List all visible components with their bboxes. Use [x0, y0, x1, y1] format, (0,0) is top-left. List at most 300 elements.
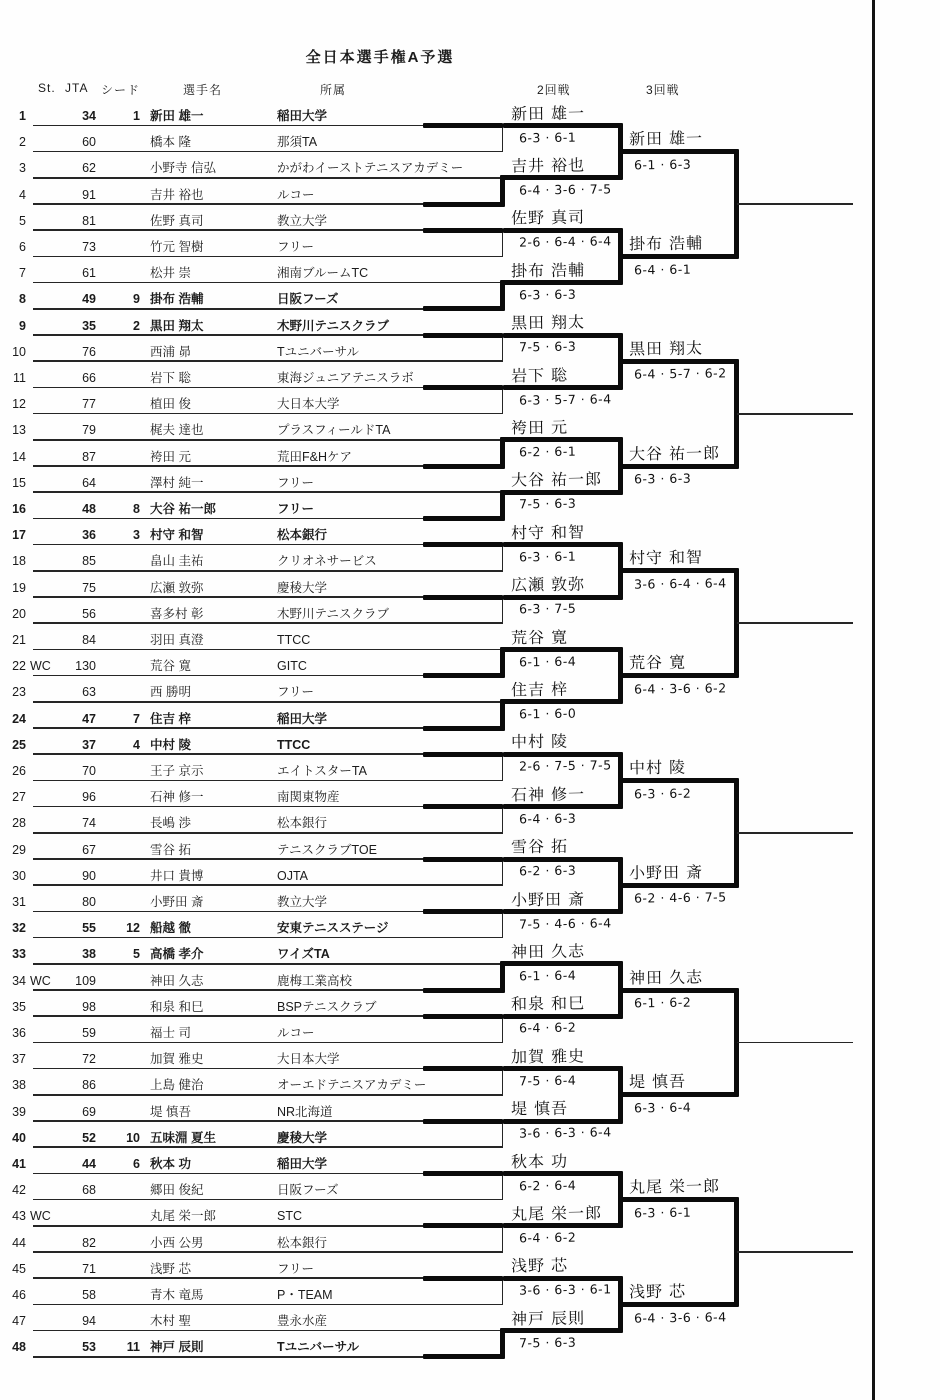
winner-path-segment	[620, 359, 737, 364]
jta-ranking: 87	[82, 449, 96, 464]
jta-ranking: 98	[82, 999, 96, 1014]
jta-ranking: 59	[82, 1026, 96, 1040]
r1-match-score: 7-5 · 6-3	[518, 495, 577, 512]
jta-ranking: 48	[82, 502, 96, 516]
player-name: 高橋 孝介	[150, 947, 204, 962]
jta-ranking: 44	[82, 1157, 96, 1171]
r1-match-connector	[502, 545, 504, 571]
player-affiliation: NR北海道	[277, 1104, 333, 1119]
player-affiliation: オーエドテニスアカデミー	[277, 1078, 427, 1093]
jta-ranking: 94	[82, 1314, 96, 1329]
player-row-number: 17	[12, 528, 26, 543]
player-affiliation: 慶稜大学	[277, 1130, 328, 1145]
r1-match-connector	[502, 1069, 504, 1095]
winner-path-segment	[423, 385, 503, 390]
player-name: 荒谷 寛	[150, 659, 191, 674]
r2-winner-name: 新田 雄一	[628, 128, 704, 149]
r1-winner-name: 神戸 辰則	[510, 1308, 586, 1329]
winner-path-segment	[620, 1302, 737, 1307]
winner-path-segment	[423, 333, 503, 338]
winner-path-segment	[620, 568, 737, 573]
winner-path-segment	[423, 988, 503, 993]
jta-ranking: 61	[82, 266, 96, 281]
seed-number: 4	[133, 737, 140, 752]
player-affiliation: プラスフィールドTA	[277, 423, 391, 438]
r1-match-score: 6-2 · 6-1	[518, 443, 577, 460]
r1-match-connector	[502, 597, 504, 623]
jta-ranking: 64	[82, 475, 96, 490]
player-row-number: 24	[12, 711, 26, 726]
winner-path-segment	[620, 883, 737, 888]
player-affiliation: クリオネサービス	[277, 554, 377, 569]
winner-path-segment	[423, 1014, 503, 1019]
r1-match-connector	[502, 230, 504, 256]
r3-match-line	[737, 203, 853, 205]
player-row-number: 42	[12, 1183, 26, 1198]
jta-ranking: 58	[82, 1288, 96, 1302]
player-affiliation: 安東テニスステージ	[277, 921, 389, 936]
r1-match-score: 6-3 · 6-3	[518, 286, 577, 303]
jta-ranking: 55	[82, 921, 96, 936]
player-affiliation: P・TEAM	[277, 1288, 333, 1302]
r1-match-connector	[502, 1016, 504, 1042]
r2-match-score: 6-4 · 5-7 · 6-2	[633, 365, 727, 382]
r1-match-score: 6-1 · 6-0	[518, 705, 577, 722]
r1-winner-name: 大谷 祐一郎	[510, 469, 603, 490]
player-name: 大谷 祐一郎	[150, 502, 216, 516]
r2-winner-name: 中村 陵	[628, 757, 687, 778]
jta-ranking: 90	[82, 868, 96, 883]
r1-winner-name: 住吉 梓	[510, 679, 569, 700]
player-name: 松井 崇	[150, 266, 191, 281]
r1-match-score: 2-6 · 6-4 · 6-4	[518, 233, 612, 250]
player-affiliation: フリー	[277, 240, 315, 254]
r1-match-connector	[502, 754, 504, 780]
player-row-number: 28	[12, 816, 26, 831]
jta-ranking: 60	[82, 135, 96, 150]
row-underline	[33, 937, 503, 939]
player-row-number: 14	[12, 449, 26, 464]
jta-ranking: 56	[82, 606, 96, 621]
jta-ranking: 84	[82, 633, 96, 647]
player-affiliation: 松本銀行	[277, 528, 328, 543]
row-underline	[33, 360, 503, 362]
player-name: 佐野 真司	[150, 213, 204, 228]
winner-path-segment	[423, 726, 503, 731]
r1-winner-name: 神田 久志	[510, 941, 586, 962]
player-row-number: 38	[12, 1078, 26, 1093]
player-name: 青木 竜馬	[150, 1288, 204, 1302]
player-row-number: 23	[12, 685, 26, 700]
player-affiliation: フリー	[277, 685, 315, 700]
r1-match-score: 6-4 · 3-6 · 7-5	[518, 181, 612, 198]
seed-number: 12	[126, 921, 140, 936]
player-name: 澤村 純一	[150, 475, 204, 490]
player-row-number: 6	[19, 240, 26, 254]
player-affiliation: 荒田F&Hケア	[277, 449, 353, 464]
jta-ranking: 37	[82, 737, 96, 752]
jta-ranking: 36	[82, 528, 96, 543]
jta-ranking: 86	[82, 1078, 96, 1093]
player-name: 植田 俊	[150, 397, 191, 412]
jta-ranking	[60, 1208, 96, 1224]
player-name: 小野寺 信弘	[150, 161, 216, 176]
r2-winner-name: 大谷 祐一郎	[628, 442, 721, 464]
player-row-number: 8	[19, 292, 26, 307]
player-affiliation: 大日本大学	[277, 397, 340, 412]
player-row-number: 40	[12, 1130, 26, 1145]
player-row-number: 25	[12, 737, 26, 752]
row-underline	[33, 1199, 503, 1201]
winner-path-segment	[620, 1092, 737, 1097]
r1-match-score: 7-5 · 4-6 · 6-4	[518, 914, 612, 932]
player-name: 雪谷 拓	[150, 842, 191, 857]
player-affiliation: Tユニバーサル	[277, 1340, 360, 1355]
player-name: 小西 公男	[150, 1235, 204, 1250]
jta-ranking: 81	[82, 213, 96, 228]
player-row-number: 44	[12, 1235, 26, 1250]
r1-match-score: 6-3 · 6-1	[518, 129, 577, 145]
jta-ranking: 62	[82, 161, 96, 176]
wildcard-label: WC	[30, 1209, 51, 1224]
player-name: 畠山 圭祐	[150, 554, 204, 569]
r1-match-score: 6-2 · 6-3	[518, 862, 577, 879]
row-underline	[33, 1094, 503, 1096]
row-underline	[33, 413, 503, 415]
player-affiliation: 教立大学	[277, 213, 328, 228]
player-name: 村守 和智	[150, 528, 204, 543]
jta-ranking: 79	[82, 423, 96, 438]
jta-ranking: 34	[82, 109, 96, 123]
r1-match-connector	[502, 388, 504, 414]
player-affiliation: Tユニバーサル	[277, 344, 360, 359]
player-row-number: 34	[12, 973, 26, 988]
jta-ranking: 73	[82, 240, 96, 254]
winner-path-segment	[423, 1276, 503, 1281]
r2-winner-name: 掛布 浩輔	[628, 233, 704, 254]
r2-match-score: 6-4 · 3-6 · 6-4	[633, 1308, 727, 1326]
r2-winner-name: 黒田 翔太	[628, 338, 704, 359]
row-underline	[33, 963, 503, 965]
jta-ranking: 63	[82, 685, 96, 700]
player-affiliation: BSPテニスクラブ	[277, 999, 377, 1014]
winner-path-segment	[503, 857, 622, 862]
jta-ranking: 68	[82, 1183, 96, 1198]
player-row-number: 46	[12, 1288, 26, 1302]
player-row-number: 4	[19, 187, 26, 202]
player-row-number: 33	[12, 947, 26, 962]
r2-winner-name: 荒谷 寛	[628, 652, 687, 673]
player-affiliation: OJTA	[277, 868, 309, 883]
r1-winner-name: 雪谷 拓	[510, 836, 569, 857]
player-affiliation: ワイズTA	[277, 947, 330, 962]
player-name: 神戸 辰則	[150, 1340, 204, 1355]
player-row-number: 7	[19, 266, 26, 281]
player-row-number: 39	[12, 1104, 26, 1119]
player-name: 丸尾 栄一郎	[150, 1209, 216, 1224]
column-header-player: 選手名	[183, 83, 223, 97]
r2-match-score: 6-1 · 6-2	[633, 994, 692, 1011]
player-affiliation: 松本銀行	[277, 1235, 328, 1250]
r1-match-connector	[502, 912, 504, 938]
jta-ranking: 85	[82, 554, 96, 569]
player-affiliation: テニスクラブTOE	[277, 842, 377, 857]
player-row-number: 10	[12, 344, 26, 359]
r3-match-line	[737, 832, 853, 834]
row-underline	[33, 1146, 503, 1148]
r1-match-score: 2-6 · 7-5 · 7-5	[518, 757, 612, 774]
jta-ranking: 47	[82, 711, 96, 726]
r1-match-score: 3-6 · 6-3 · 6-1	[518, 1281, 612, 1298]
r1-match-connector	[502, 126, 504, 152]
player-row-number: 32	[12, 921, 26, 936]
r1-winner-name: 荒谷 寛	[510, 627, 569, 647]
player-name: 袴田 元	[150, 449, 191, 464]
winner-path-segment	[423, 804, 503, 809]
player-affiliation: 木野川テニスクラブ	[277, 606, 390, 621]
wildcard-label: WC	[30, 973, 51, 988]
r3-match-line	[737, 1042, 853, 1044]
player-row-number: 37	[12, 1052, 26, 1067]
player-row-number: 18	[12, 554, 26, 569]
winner-path-segment	[500, 175, 505, 206]
winner-path-segment	[620, 1197, 737, 1202]
player-name: 石神 修一	[150, 790, 204, 805]
r2-winner-name: 浅野 芯	[628, 1281, 687, 1302]
player-affiliation: フリー	[277, 502, 315, 516]
r1-match-connector	[502, 807, 504, 833]
r1-winner-name: 新田 雄一	[510, 102, 586, 124]
player-name: 王子 京示	[150, 764, 204, 778]
r1-winner-name: 黒田 翔太	[510, 312, 586, 333]
r3-match-line	[737, 413, 853, 415]
winner-path-segment	[503, 1119, 622, 1124]
player-name: 黒田 翔太	[150, 318, 204, 333]
seed-number: 3	[133, 528, 140, 543]
winner-path-segment	[423, 306, 503, 311]
r2-match-score: 3-6 · 6-4 · 6-4	[633, 575, 727, 592]
r1-match-connector	[502, 859, 504, 885]
player-affiliation: 鹿梅工業高校	[277, 973, 353, 988]
r1-match-score: 6-1 · 6-4	[518, 653, 577, 669]
player-row-number: 41	[12, 1157, 26, 1171]
player-name: 小野田 斎	[150, 895, 204, 909]
player-affiliation: ルコー	[277, 187, 315, 202]
winner-path-segment	[423, 673, 503, 678]
jta-ranking: 71	[82, 1261, 96, 1276]
player-affiliation: 慶稜大学	[277, 580, 328, 595]
row-underline	[33, 151, 503, 153]
winner-path-segment	[423, 202, 503, 207]
r1-match-connector	[502, 1278, 504, 1304]
jta-ranking: 49	[82, 292, 96, 307]
jta-ranking: 67	[82, 842, 96, 857]
seed-number: 2	[133, 318, 140, 333]
r1-winner-name: 中村 陵	[510, 731, 569, 752]
player-row-number: 9	[19, 318, 26, 333]
r2-match-score: 6-1 · 6-3	[633, 156, 692, 173]
seed-number: 11	[126, 1340, 140, 1355]
winner-path-segment	[500, 699, 505, 730]
player-row-number: 20	[12, 606, 26, 621]
r2-winner-name: 堤 慎吾	[628, 1071, 687, 1092]
r1-winner-name: 浅野 芯	[510, 1255, 569, 1276]
row-underline	[33, 1330, 503, 1332]
player-row-number: 22	[12, 659, 26, 674]
r1-winner-name: 広瀬 敦弥	[510, 574, 586, 595]
row-underline	[33, 282, 503, 284]
player-row-number: 30	[12, 868, 26, 883]
seed-number: 6	[133, 1157, 140, 1171]
player-row-number: 26	[12, 764, 26, 778]
player-affiliation: 湘南ブルームTC	[277, 266, 369, 281]
player-row-number: 31	[12, 895, 26, 909]
row-underline	[33, 884, 503, 886]
player-name: 郷田 俊紀	[150, 1183, 204, 1198]
player-affiliation: かがわイーストテニスアカデミー	[277, 161, 464, 176]
player-name: 吉井 裕也	[150, 187, 204, 202]
r2-match-score: 6-2 · 4-6 · 7-5	[633, 889, 727, 906]
player-affiliation: フリー	[277, 475, 315, 490]
player-row-number: 43	[12, 1209, 26, 1224]
row-underline	[33, 622, 503, 624]
column-header-round2: 2回戦	[537, 83, 571, 97]
player-name: 船越 徹	[150, 921, 191, 936]
player-affiliation: 那須TA	[277, 135, 318, 150]
row-underline	[33, 439, 503, 441]
r1-match-score: 6-3 · 6-1	[518, 548, 577, 565]
r1-winner-name: 村守 和智	[510, 522, 586, 543]
player-row-number: 16	[12, 502, 26, 516]
jta-ranking: 96	[82, 790, 96, 805]
seed-number: 1	[133, 109, 140, 123]
player-affiliation: 教立大学	[277, 895, 328, 909]
player-affiliation: GITC	[277, 659, 307, 674]
player-row-number: 5	[19, 213, 26, 228]
jta-ranking: 53	[82, 1340, 96, 1355]
player-name: 井口 貴博	[150, 868, 204, 883]
r1-match-score: 6-1 · 6-4	[518, 967, 577, 984]
player-name: 羽田 真澄	[150, 633, 204, 647]
player-name: 岩下 聡	[150, 371, 191, 385]
row-underline	[33, 649, 503, 651]
jta-ranking: 35	[82, 318, 96, 333]
column-header-jta: JTA	[65, 81, 89, 95]
player-affiliation: ルコー	[277, 1026, 315, 1040]
winner-path-segment	[620, 254, 737, 259]
winner-path-segment	[423, 857, 503, 862]
player-name: 和泉 和巳	[150, 999, 204, 1014]
r1-winner-name: 堤 慎吾	[510, 1098, 569, 1119]
player-name: 木村 聖	[150, 1314, 191, 1329]
r1-match-score: 6-4 · 6-2	[518, 1229, 577, 1246]
winner-path-segment	[423, 228, 503, 233]
player-name: 掛布 浩輔	[150, 292, 204, 307]
jta-ranking: 66	[82, 371, 96, 385]
r1-winner-name: 吉井 裕也	[510, 155, 586, 176]
winner-path-segment	[423, 1354, 503, 1359]
player-row-number: 21	[12, 633, 26, 647]
player-row-number: 11	[13, 371, 26, 385]
player-row-number: 19	[12, 580, 26, 595]
r2-match-score: 6-3 · 6-2	[633, 785, 692, 801]
player-name: 五味淵 夏生	[150, 1130, 216, 1145]
player-name: 竹元 智樹	[150, 240, 204, 254]
winner-path-segment	[423, 1171, 503, 1176]
player-row-number: 47	[12, 1314, 26, 1329]
player-affiliation: 稲田大学	[277, 711, 328, 726]
player-name: 長嶋 渉	[150, 816, 191, 831]
player-affiliation: 南関東物産	[277, 790, 340, 805]
player-affiliation: 稲田大学	[277, 1157, 328, 1171]
row-underline	[33, 701, 503, 703]
player-affiliation: TTCC	[277, 737, 311, 752]
winner-path-segment	[423, 464, 503, 469]
jta-ranking: 75	[82, 580, 96, 595]
r2-match-score: 6-4 · 3-6 · 6-2	[633, 680, 727, 697]
winner-path-segment	[423, 1119, 503, 1124]
r1-match-score: 7-5 · 6-4	[518, 1072, 577, 1089]
player-name: 神田 久志	[150, 973, 204, 988]
player-row-number: 13	[12, 423, 26, 438]
row-underline	[33, 491, 503, 493]
r1-winner-name: 袴田 元	[510, 417, 569, 438]
page-title: 全日本選手権A予選	[305, 49, 455, 66]
row-underline	[33, 780, 503, 782]
winner-path-segment	[423, 909, 503, 914]
row-underline	[33, 256, 503, 258]
r1-match-score: 6-4 · 6-3	[518, 810, 577, 827]
r1-match-score: 7-5 · 6-3	[518, 338, 577, 355]
r1-match-score: 7-5 · 6-3	[518, 1334, 577, 1351]
player-row-number: 35	[12, 999, 26, 1014]
jta-ranking: 38	[82, 947, 96, 962]
winner-path-segment	[620, 149, 737, 154]
player-affiliation: 稲田大学	[277, 109, 328, 123]
player-name: 広瀬 敦弥	[150, 580, 204, 595]
jta-ranking: 130	[75, 659, 96, 674]
r2-match-score: 6-3 · 6-4	[633, 1099, 692, 1116]
player-affiliation: 日阪フーズ	[277, 1183, 339, 1198]
player-row-number: 29	[12, 842, 26, 857]
row-underline	[33, 177, 503, 179]
player-affiliation: 東海ジュニアテニスラボ	[277, 371, 414, 385]
r2-match-score: 6-3 · 6-3	[633, 470, 692, 487]
r2-winner-name: 小野田 斎	[628, 862, 704, 883]
r1-winner-name: 石神 修一	[510, 784, 586, 805]
player-name: 西浦 昴	[150, 344, 191, 359]
jta-ranking: 70	[82, 764, 96, 778]
seed-number: 5	[133, 947, 140, 962]
player-row-number: 2	[19, 135, 26, 150]
player-name: 中村 陵	[150, 737, 191, 752]
player-row-number: 48	[12, 1340, 26, 1355]
winner-path-segment	[620, 778, 737, 783]
column-header-seed: シード	[101, 83, 141, 97]
r1-winner-name: 丸尾 栄一郎	[510, 1203, 603, 1224]
r2-match-score: 6-4 · 6-1	[633, 261, 692, 277]
player-row-number: 36	[12, 1026, 26, 1040]
winner-path-segment	[423, 123, 503, 128]
player-row-number: 27	[12, 790, 26, 805]
winner-path-segment	[423, 595, 503, 600]
r2-winner-name: 神田 久志	[628, 967, 704, 988]
r2-match-score: 6-3 · 6-1	[633, 1204, 692, 1221]
player-row-number: 12	[12, 397, 26, 412]
winner-path-segment	[503, 228, 622, 233]
r1-match-score: 6-4 · 6-2	[518, 1019, 577, 1036]
player-affiliation: 大日本大学	[277, 1052, 340, 1067]
